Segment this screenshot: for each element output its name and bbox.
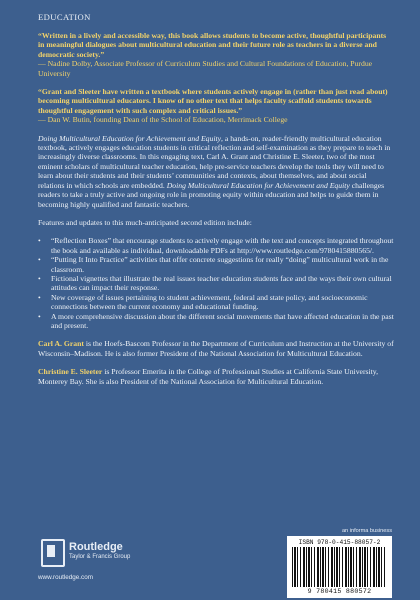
features-intro: Features and updates to this much-anticipated second edition include: <box>38 217 252 227</box>
barcode <box>287 536 392 598</box>
quote-attribution: — Nadine Dolby, Associate Professor of Curriculum Studies and Cultural Foundations of Education, Purdue University <box>38 59 373 78</box>
footer <box>0 522 420 600</box>
author-bio: Christine E. Sleeter is Professor Emerita in the College of Professional Studies at California State University, Monterey Bay. She is also President of the National Association for Multicultural Education. <box>38 367 379 386</box>
quote-text: “Grant and Sleeter have written a textbook where students actively engage in (rather than just read about) becoming multicultural educators. I know of no other text that helps faculty scaffold students towards thoughtful engagement with such complex and critical issues.” <box>38 87 388 115</box>
features-list <box>38 236 394 330</box>
publisher-group: Taylor & Francis Group <box>69 554 131 560</box>
feature-item: • “Reflection Boxes” that encourage students to actively engage with the text and concepts integrated throughout the book and available as individual, downloadable PDFs at http://www.routledge.com/9780415880565/. <box>38 236 394 255</box>
barcode-bars-icon <box>292 547 387 587</box>
quote-text: “Written in a lively and accessible way, this book allows students to become active, thoughtful participants in meaningful dialogues about multicultural education and their future role as teachers in a diverse and democratic society.” <box>38 31 387 59</box>
category-label: EDUCATION <box>38 12 91 22</box>
book-title: Doing Multicultural Education for Achievement and Equity <box>38 133 222 143</box>
isbn-label: ISBN 978-0-415-88057-2 <box>298 539 381 546</box>
publisher-logo <box>38 536 130 566</box>
barcode-digits: 9 780415 880572 <box>307 588 372 595</box>
publisher-url[interactable]: www.routledge.com <box>38 574 93 581</box>
publisher-name: Routledge <box>69 541 123 553</box>
author-name: Christine E. Sleeter <box>38 367 103 377</box>
routledge-logo-icon <box>38 536 64 566</box>
author-name: Carl A. Grant <box>38 339 84 349</box>
feature-item: • “Putting It Into Practice” activities that offer concrete suggestions for really “doing” multicultural work in the classroom. <box>38 255 394 274</box>
quote-attribution: — Dan W. Butin, founding Dean of the School of Education, Merrimack College <box>38 115 288 125</box>
informa-tagline: an informa business <box>341 528 392 534</box>
book-title: Doing Multicultural Education for Achievement and Equity <box>166 180 350 190</box>
feature-item: • Fictional vignettes that illustrate the real issues teacher education students face and the ways their own cultural attitudes can impact their response. <box>38 274 394 293</box>
feature-item: • New coverage of issues pertaining to student achievement, federal and state policy, and socioeconomic connections between the current economy and educational funding. <box>38 293 394 312</box>
barcode-block <box>287 528 392 598</box>
book-description <box>38 134 394 209</box>
author-bio: Carl A. Grant is the Hoefs-Bascom Professor in the Department of Curriculum and Instruction at the University of Wisconsin–Madison. He is also former President of the National Association for Multicultural Education. <box>38 339 394 358</box>
endorsement-2 <box>38 87 394 125</box>
description-text: , a hands-on, reader-friendly multicultural education textbook, actively engages education students in critical reflection and self-examination as they prepare to teach in increasingly diverse classrooms. In this engaging text, Carl A. Grant and Christine E. Sleeter, two of the most eminent scholars of multicultural teacher education, help pre-service teachers develop the tools they will need to learn about their students and their students’ communities and contexts, about themselves, and about social relations in which schools are embedded. <box>38 133 391 190</box>
description-text: challenges readers to take a truly active and ongoing role in promoting equity within education and helps to guide them in becoming highly qualified and fantastic teachers. <box>38 180 385 209</box>
endorsement-1 <box>38 31 394 78</box>
feature-item: • A more comprehensive discussion about the different social movements that have affected education in the past and present. <box>38 312 394 331</box>
